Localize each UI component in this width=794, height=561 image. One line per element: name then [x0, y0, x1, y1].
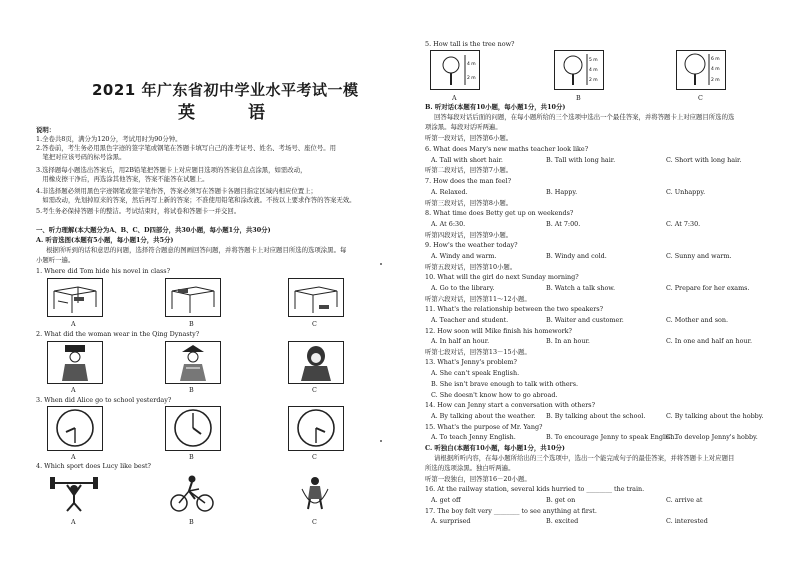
option-label-c: C [312, 320, 317, 328]
option-label-c: C [312, 518, 317, 526]
option-text: C. Unhappy. [666, 188, 706, 196]
option-text: B. excited [546, 517, 579, 525]
note-line: 如需改动，先划掉原来的答案，然后再写上新的答案；不准使用铅笔和涂改液。不按以上要求作答的答案无效。 [36, 196, 356, 204]
option-text: A. Go to the library. [431, 284, 495, 292]
option-text: C. interested [666, 517, 708, 525]
listen-note: 听第三段对话，回答第8小题。 [425, 199, 513, 207]
question-13: 13. What's Jenny's problem? [425, 358, 517, 366]
option-label-c: C [698, 94, 703, 102]
option-label-b: B [189, 386, 194, 394]
option-text: B. Watch a talk show. [546, 284, 616, 292]
option-label-c: C [312, 386, 317, 394]
svg-text:4 m: 4 m [589, 68, 598, 73]
listen-note: 听第七段对话，回答第13－15小题。 [425, 348, 531, 356]
part-c-instructions: 请根据所听内容，在每小题所给出的三个选项中，选出一个能完成句子的最佳答案，并将答题卡上对应题目 [434, 454, 735, 462]
listen-note: 听第二段对话，回答第7小题。 [425, 166, 513, 174]
part-c-instructions: 所选的选项涂黑。独白听两遍。 [425, 464, 515, 472]
option-text: B. get on [546, 496, 576, 504]
note-line: 2.答卷前，考生务必用黑色字迹的签字笔或钢笔在答题卡填写自己的准考证号、姓名、考场号、座位号。用 [36, 144, 337, 152]
question-12: 12. How soon will Mike finish his homework? [425, 327, 572, 335]
svg-text:2 m: 2 m [711, 78, 720, 83]
question-15: 15. What's the purpose of Mr. Yang? [425, 423, 543, 431]
left-column [0, 0, 390, 561]
part-b-instructions: 回答每段对话后面的问题，在每小题所给的三个选项中选出一个最佳答案，并将答题卡上对应题目所选的选 [434, 113, 735, 121]
question-8: 8. What time does Betty get up on weekends? [425, 209, 574, 217]
listen-note: 听第六段对话，回答第11～12小题。 [425, 295, 531, 303]
subject-title: 英 语 [178, 103, 283, 123]
listen-note: 听第一段对话，回答第6小题。 [425, 134, 513, 142]
option-text: B. Windy and cold. [546, 252, 607, 260]
weightlifting-image [47, 473, 101, 513]
option-label-a: A [452, 94, 457, 102]
option-text: B. In an hour. [546, 337, 590, 345]
option-label-b: B [189, 320, 194, 328]
option-text: C. By talking about the hobby. [666, 412, 764, 420]
rope-skipping-image [288, 473, 342, 513]
part-b-heading: B. 听对话(本题有10小题，每小题1分，共10分) [425, 103, 566, 111]
option-text: A. In half an hour. [431, 337, 490, 345]
option-text: B. Waiter and customer. [546, 316, 624, 324]
svg-text:4 m: 4 m [467, 62, 476, 67]
part-a-heading: A. 听音选图(本题有5小题，每小题1分，共5分) [36, 236, 174, 244]
note-line: 3.选择题每小题选出答案后，用2B铅笔把答题卡上对应题目选项的答案信息点涂黑，如需改动， [36, 166, 307, 174]
option-text: B. At 7:00. [546, 220, 581, 228]
exam-title: 2021 年广东省初中学业水平考试一模 [92, 81, 359, 99]
part-a-instructions: 根据所听到的话和意思的问题，选择符合题意的图画回答问题，并将答题卡上对应题目所选的选项涂黑。每 [46, 246, 347, 254]
option-text: C. Mother and son. [666, 316, 728, 324]
svg-text:2 m: 2 m [589, 78, 598, 83]
option-text: A. At 6:30. [431, 220, 466, 228]
svg-text:2 m: 2 m [467, 76, 476, 81]
note-line: 4.非选择题必须用黑色字迹钢笔或签字笔作答，答案必须写在答题卡各题目指定区域内相应位置上； [36, 187, 317, 195]
question-4: 4. Which sport does Lucy like best? [36, 462, 151, 470]
question-3: 3. When did Alice go to school yesterday? [36, 396, 172, 404]
question-14: 14. How can Jenny start a conversation with others? [425, 401, 596, 409]
notes-heading: 说明： [36, 126, 56, 134]
question-10: 10. What will the girl do next Sunday morning? [425, 273, 579, 281]
option-text: B. Tall with long hair. [546, 156, 616, 164]
tree-image-a [430, 50, 480, 90]
note-line: 5.考生务必保持答题卡的整洁。考试结束时，将试卷和答题卡一并交回。 [36, 207, 241, 215]
tree-image-c [676, 50, 726, 90]
svg-text:6 m: 6 m [711, 57, 720, 62]
qing-costume-image-c [288, 341, 344, 384]
option-label-a: A [71, 453, 76, 461]
option-text: C. At 7:30. [666, 220, 701, 228]
right-column [404, 0, 794, 561]
clock-image-b [165, 406, 221, 451]
clock-image-c [288, 406, 344, 451]
clock-image-a [47, 406, 103, 451]
svg-text:4 m: 4 m [711, 67, 720, 72]
option-label-b: B [189, 518, 194, 526]
option-text: A. Windy and warm. [431, 252, 497, 260]
question-17: 17. The boy felt very ________ to see anything at first. [425, 507, 597, 515]
part-c-heading: C. 听独白(本题有10小题，每小题1分，共10分) [425, 444, 565, 452]
qing-costume-image-a [47, 341, 103, 384]
question-7: 7. How does the man feel? [425, 177, 511, 185]
option-text: C. Short with long hair. [666, 156, 742, 164]
option-text: C. Sunny and warm. [666, 252, 732, 260]
option-text: A. To teach Jenny English. [431, 433, 516, 441]
option-label-b: B [189, 453, 194, 461]
question-1: 1. Where did Tom hide his novel in class? [36, 267, 170, 275]
option-text: B. She isn't brave enough to talk with others. [431, 380, 579, 388]
note-line: 用橡皮擦干净后，再选涂其他答案，答案不能答在试题上。 [36, 175, 209, 183]
desk-image-a [47, 278, 103, 317]
question-2: 2. What did the woman wear in the Qing Dynasty? [36, 330, 200, 338]
cycling-image [165, 473, 219, 513]
margin-mark [380, 440, 382, 442]
svg-text:5 m: 5 m [589, 58, 598, 63]
desk-image-c [288, 278, 344, 317]
option-text: B. By talking about the school. [546, 412, 646, 420]
question-5: 5. How tall is the tree now? [425, 40, 515, 48]
listen-note: 听第一段独白，回答第16－20小题。 [425, 475, 531, 483]
option-label-b: B [576, 94, 581, 102]
section-heading: 一、听力理解(本大题分为A、B、C、D四部分，共30小题，每小题1分，共30分) [36, 226, 271, 234]
option-text: A. Teacher and student. [431, 316, 509, 324]
option-label-a: A [71, 518, 76, 526]
question-16: 16. At the railway station, several kids hurried to ________ the train. [425, 485, 645, 493]
note-line: 1.全卷共8页，满分为120分，考试用时为90分钟。 [36, 135, 182, 143]
option-text: A. surprised [431, 517, 471, 525]
option-label-c: C [312, 453, 317, 461]
option-text: C. Prepare for her exams. [666, 284, 750, 292]
option-text: B. To encourage Jenny to speak English. [546, 433, 677, 441]
option-label-a: A [71, 386, 76, 394]
option-text: A. Relaxed. [431, 188, 468, 196]
qing-costume-image-b [165, 341, 221, 384]
tree-image-b [554, 50, 604, 90]
note-line: 笔把对应该号码的标号涂黑。 [36, 153, 126, 161]
margin-mark [380, 263, 382, 265]
question-11: 11. What's the relationship between the two speakers? [425, 305, 604, 313]
listen-note: 听第四段对话，回答第9小题。 [425, 231, 513, 239]
option-text: A. get off [431, 496, 461, 504]
option-text: C. In one and half an hour. [666, 337, 753, 345]
question-9: 9. How's the weather today? [425, 241, 518, 249]
option-text: A. By talking about the weather. [431, 412, 536, 420]
option-text: A. Tall with short hair. [431, 156, 503, 164]
option-text: C. To develop Jenny's hobby. [666, 433, 758, 441]
option-text: B. Happy. [546, 188, 578, 196]
option-text: C. She doesn't know how to go abroad. [431, 391, 558, 399]
option-label-a: A [71, 320, 76, 328]
option-text: A. She can't speak English. [431, 369, 520, 377]
part-a-instructions: 小题听一遍。 [36, 256, 75, 264]
question-6: 6. What does Mary's new maths teacher look like? [425, 145, 589, 153]
option-text: C. arrive at [666, 496, 703, 504]
part-b-instructions: 项涂黑。每段对话听两遍。 [425, 123, 502, 131]
listen-note: 听第五段对话，回答第10小题。 [425, 263, 517, 271]
desk-image-b [165, 278, 221, 317]
